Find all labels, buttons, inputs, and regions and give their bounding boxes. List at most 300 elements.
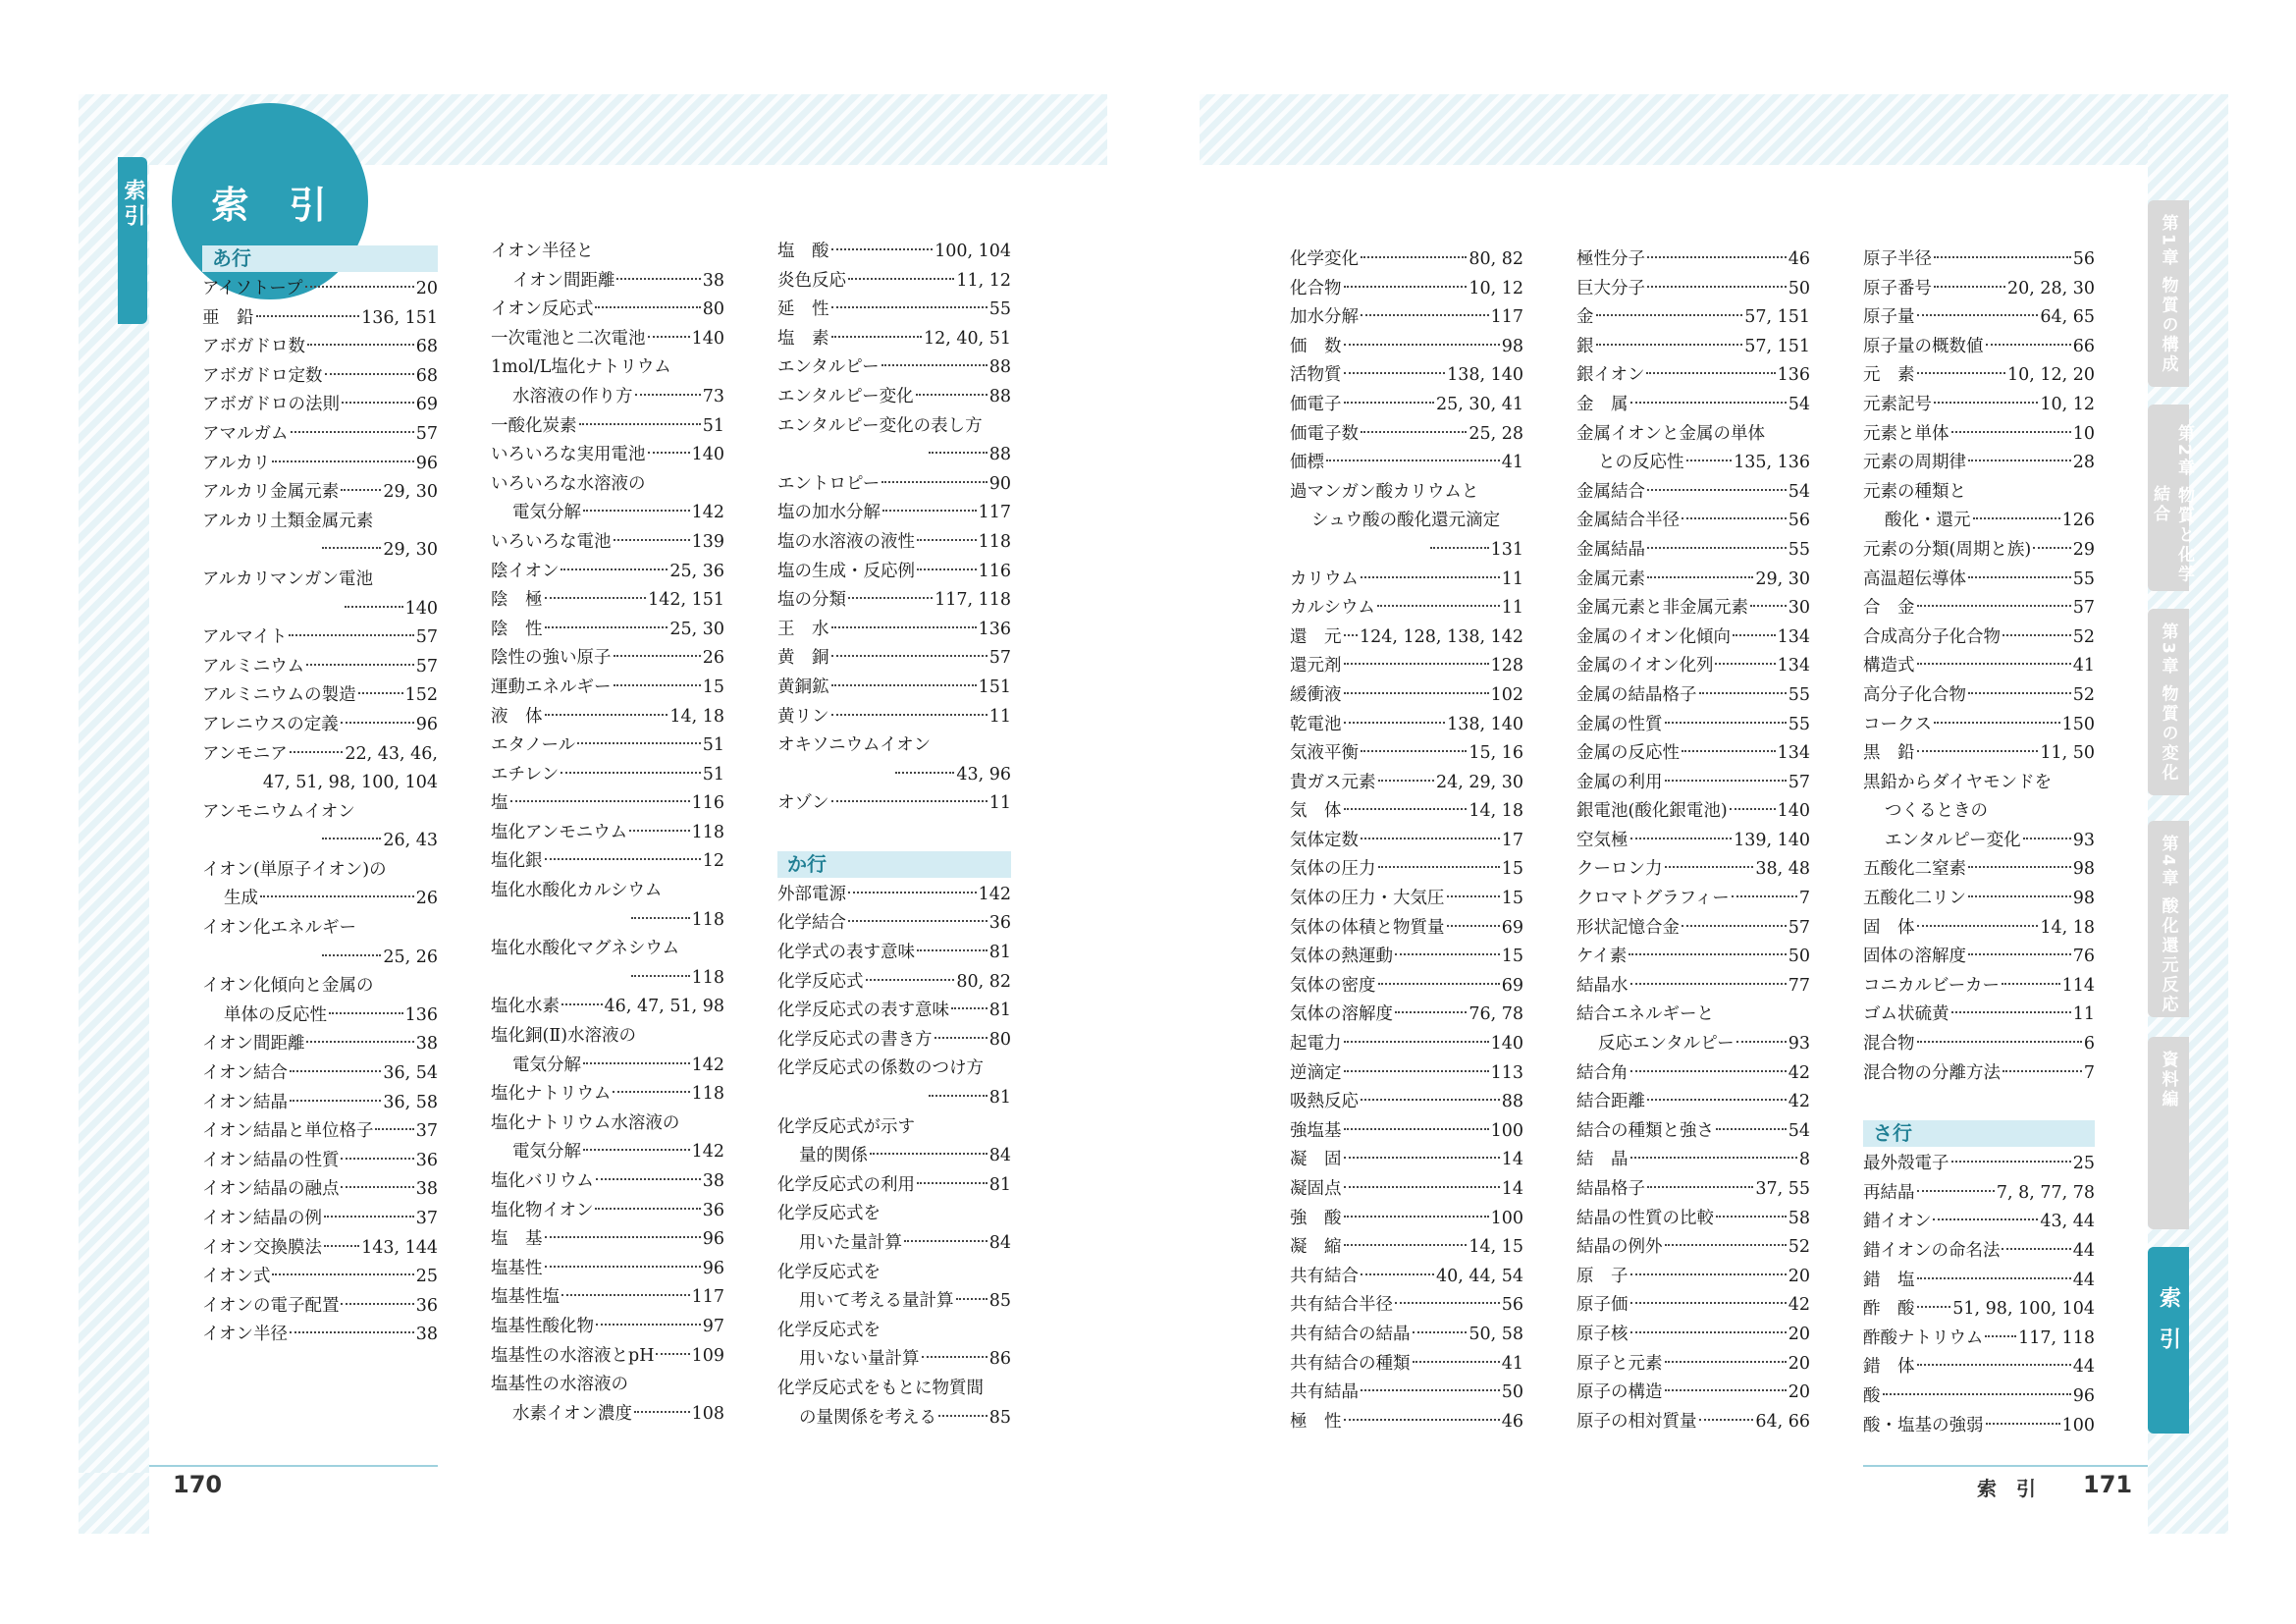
index-term: 混合物の分離方法 — [1863, 1062, 2001, 1083]
leader-dots — [1646, 372, 1775, 374]
index-page-refs: 57 — [2072, 598, 2095, 619]
index-entry — [202, 798, 438, 828]
index-entry — [1290, 1001, 1523, 1030]
index-page-refs: 52 — [1788, 1237, 1810, 1258]
chapter-tab-label: 第3章 物質の変化 — [2158, 623, 2178, 784]
index-term: 金 属 — [1576, 394, 1629, 414]
index-page-refs: 38 — [415, 1179, 438, 1200]
leader-dots — [1378, 866, 1500, 868]
index-page-refs: 15 — [1501, 889, 1523, 909]
index-term: 結合角 — [1576, 1062, 1629, 1083]
index-page-refs: 38 — [702, 270, 724, 291]
index-term: アンモニア — [202, 743, 288, 764]
leader-dots — [2002, 1248, 2070, 1250]
index-page-refs: 116 — [978, 561, 1011, 581]
index-term: 塩 基 — [491, 1229, 543, 1250]
leader-dots — [545, 1266, 701, 1268]
index-entry — [491, 528, 724, 558]
leader-dots — [613, 1091, 689, 1093]
index-entry — [202, 566, 438, 595]
index-page-refs: 69 — [415, 395, 438, 415]
leader-dots — [561, 1294, 690, 1296]
chapter-tab-2[interactable] — [2148, 405, 2194, 591]
index-term: 吸熱反応 — [1290, 1092, 1359, 1112]
index-entry — [491, 1313, 724, 1342]
leader-dots — [831, 306, 988, 308]
leader-dots — [291, 431, 414, 433]
leader-dots — [1630, 1302, 1787, 1304]
index-term: 五酸化二リン — [1863, 889, 1966, 909]
index-page-refs: 11 — [2072, 1004, 2095, 1025]
index-entry — [202, 1001, 438, 1031]
index-entry — [491, 877, 724, 906]
index-entry — [202, 275, 438, 304]
leader-dots — [1630, 1157, 1797, 1159]
index-page-refs: 140 — [1490, 1034, 1523, 1055]
leader-dots — [342, 402, 414, 404]
index-entry — [202, 1059, 438, 1089]
index-term: アルカリ土類金属元素 — [202, 511, 374, 531]
index-entry — [1863, 1267, 2095, 1296]
leader-dots — [1344, 1186, 1500, 1188]
index-entry — [777, 267, 1011, 297]
index-term: 量的関係 — [799, 1146, 868, 1166]
index-term: 塩化水酸化カルシウム — [491, 881, 663, 901]
index-term: 原子量 — [1863, 307, 1915, 328]
index-term: 原子と元素 — [1576, 1353, 1663, 1374]
leader-dots — [916, 394, 988, 396]
leader-dots — [1986, 344, 2071, 346]
index-term: 固体の溶解度 — [1863, 947, 1966, 967]
leader-dots — [345, 606, 403, 608]
index-term: 錯イオンの命名法 — [1863, 1241, 2001, 1261]
leader-dots — [1361, 838, 1500, 839]
index-page-refs: 46, 47, 51, 98 — [604, 997, 724, 1017]
index-page-refs: 56 — [1788, 511, 1810, 531]
index-entry — [202, 478, 438, 508]
index-entry — [491, 470, 724, 500]
index-page-refs: 73 — [702, 386, 724, 406]
index-entry — [1290, 478, 1523, 508]
index-entry — [491, 558, 724, 587]
leader-dots — [831, 714, 988, 716]
leader-dots — [1665, 866, 1754, 868]
index-entry — [1863, 1030, 2095, 1059]
leader-dots — [290, 1100, 381, 1102]
index-page-refs: 68 — [415, 365, 438, 386]
index-term: 金属の反応性 — [1576, 743, 1680, 764]
leader-dots — [290, 751, 344, 753]
index-term: イオン間距離 — [202, 1034, 305, 1055]
index-page-refs: 118 — [978, 531, 1011, 552]
index-term: 最外殻電子 — [1863, 1154, 1949, 1174]
index-page-refs: 15 — [1501, 859, 1523, 880]
leader-dots — [629, 830, 689, 832]
leader-dots — [1430, 547, 1489, 549]
index-page-refs: 57, 151 — [1744, 307, 1810, 328]
index-page-refs: 37, 55 — [1755, 1179, 1810, 1199]
index-column — [1576, 245, 1810, 1436]
leader-dots — [325, 373, 414, 375]
leader-dots — [831, 800, 988, 802]
index-entry — [1863, 885, 2095, 914]
index-entry — [202, 1117, 438, 1147]
index-page-refs: 43, 44 — [2040, 1212, 2095, 1232]
leader-dots — [1344, 372, 1446, 374]
index-entry — [202, 711, 438, 740]
index-entry — [202, 536, 438, 566]
index-entry — [202, 304, 438, 334]
leader-dots — [951, 1007, 988, 1009]
index-page-refs: 43, 96 — [956, 764, 1011, 785]
index-page-refs: 7 — [2083, 1062, 2095, 1083]
index-page-refs: 69 — [1501, 917, 1523, 938]
leader-dots — [881, 364, 988, 366]
index-entry — [1290, 1350, 1523, 1380]
index-entry — [202, 391, 438, 420]
index-term: 塩基性の水溶液の — [491, 1375, 628, 1395]
index-entry — [1290, 681, 1523, 711]
leader-dots — [1917, 925, 2039, 927]
index-page-refs: 98 — [2072, 889, 2095, 909]
index-entry — [202, 1321, 438, 1350]
index-term: アンモニウムイオン — [202, 801, 355, 822]
index-page-refs: 56 — [1501, 1295, 1523, 1316]
section-heading: か行 — [777, 851, 1011, 878]
index-entry — [1576, 1059, 1810, 1089]
index-page-refs: 22, 43, 46, — [345, 743, 438, 764]
leader-dots — [831, 248, 934, 250]
index-term: 炎色反応 — [777, 270, 846, 291]
index-term: アマルガム — [202, 423, 289, 444]
section-gap — [1863, 1088, 2095, 1120]
index-entry — [202, 595, 438, 624]
index-page-refs: 26 — [415, 889, 438, 909]
leader-dots — [866, 979, 955, 981]
index-entry — [1290, 391, 1523, 420]
index-entry — [777, 1404, 1011, 1434]
index-page-refs: 11 — [988, 706, 1011, 727]
index-entry — [1576, 275, 1810, 304]
leader-dots — [1917, 1277, 2071, 1279]
index-entry — [777, 1113, 1011, 1143]
chapter-tab-1[interactable] — [2148, 200, 2189, 387]
leader-dots — [1750, 605, 1787, 607]
index-term: 一次電池と二次電池 — [491, 328, 646, 349]
index-term: カルシウム — [1290, 598, 1375, 619]
index-entry — [202, 1030, 438, 1059]
index-term: 陰性の強い原子 — [491, 648, 612, 669]
index-page-refs: 24, 29, 30 — [1435, 772, 1523, 792]
index-term: 化学反応式を — [777, 1204, 881, 1224]
leader-dots — [2023, 838, 2071, 839]
leader-dots — [375, 1128, 413, 1130]
leader-dots — [1596, 344, 1743, 346]
index-term: 黄銅鉱 — [777, 677, 829, 697]
index-entry — [491, 964, 724, 994]
index-term: 用いて考える量計算 — [799, 1291, 954, 1312]
index-entry — [491, 1400, 724, 1430]
index-term: いろいろな水溶液の — [491, 473, 646, 494]
index-entry — [1576, 303, 1810, 333]
index-term: 延 性 — [777, 299, 829, 320]
index-page-refs: 25, 28 — [1468, 423, 1523, 444]
leader-dots — [1665, 1244, 1787, 1246]
leader-dots — [1985, 1335, 2016, 1337]
leader-dots — [1344, 722, 1446, 724]
index-page-refs: 88 — [988, 386, 1011, 406]
index-entry — [1863, 652, 2095, 681]
leader-dots — [1413, 1331, 1468, 1333]
leader-dots — [648, 452, 690, 454]
index-page-refs: 88 — [988, 357, 1011, 378]
index-term: 価 数 — [1290, 336, 1342, 356]
leader-dots — [324, 1216, 414, 1218]
index-term: 錯 体 — [1863, 1357, 1915, 1378]
index-page-refs: 128 — [1490, 656, 1523, 677]
index-entry — [202, 972, 438, 1001]
index-term: 反応エンタルピー — [1598, 1034, 1735, 1055]
leader-dots — [329, 1012, 403, 1014]
index-term: 化学反応式 — [777, 971, 864, 992]
index-term: イオン間距離 — [512, 270, 615, 291]
index-page-refs: 11, 50 — [2040, 743, 2095, 764]
index-page-refs: 29, 30 — [1755, 568, 1810, 589]
index-page-refs: 114 — [2061, 975, 2095, 996]
index-entry — [491, 1371, 724, 1400]
index-term: 塩の生成・反応例 — [777, 561, 915, 581]
leader-dots — [341, 489, 381, 491]
leader-dots — [341, 722, 414, 724]
index-term: 陰 性 — [491, 619, 543, 639]
index-page-refs: 15, 16 — [1468, 743, 1523, 764]
index-entry — [1576, 652, 1810, 681]
index-page-refs: 42 — [1788, 1062, 1810, 1083]
leader-dots — [341, 1158, 413, 1160]
index-entry — [1290, 1117, 1523, 1147]
leader-dots — [1934, 722, 2060, 724]
index-page-refs: 76 — [2072, 947, 2095, 967]
index-term: 塩の水溶液の液性 — [777, 531, 915, 552]
chapter-tab-label: 第1章 物質の構成 — [2158, 214, 2178, 375]
index-term: 極 性 — [1290, 1411, 1342, 1432]
index-entry — [777, 1259, 1011, 1288]
section-heading: さ行 — [1863, 1120, 2095, 1147]
index-entry — [1576, 1233, 1810, 1263]
leader-dots — [1361, 576, 1500, 578]
index-entry — [777, 412, 1011, 442]
index-page-refs: 142 — [978, 884, 1011, 904]
index-term: 陰 極 — [491, 590, 543, 611]
index-page-refs: 6 — [2083, 1034, 2095, 1055]
index-entry — [202, 944, 438, 973]
index-page-refs: 90 — [988, 473, 1011, 494]
index-entry — [202, 769, 438, 798]
leader-dots — [917, 1182, 988, 1184]
index-entry — [491, 1052, 724, 1081]
index-entry — [491, 1283, 724, 1313]
index-entry — [777, 703, 1011, 732]
index-page-refs: 93 — [1788, 1034, 1810, 1055]
index-entry — [1863, 623, 2095, 653]
index-term: 酸化・還元 — [1885, 511, 1971, 531]
index-entry — [491, 1167, 724, 1197]
index-term: 化学反応式を — [777, 1320, 881, 1340]
leader-dots — [1951, 1011, 2071, 1013]
index-term: イオン結晶の融点 — [202, 1179, 340, 1200]
index-column — [1863, 245, 2095, 1440]
index-term: 合 金 — [1863, 598, 1915, 619]
index-entry — [491, 819, 724, 848]
index-term: 構造式 — [1863, 656, 1915, 677]
index-term: 化学反応式の表す意味 — [777, 1001, 949, 1021]
index-term: の量関係を考える — [799, 1407, 936, 1428]
leader-dots — [1917, 372, 2005, 374]
index-page-refs: 117, 118 — [934, 590, 1011, 611]
index-term: 活物質 — [1290, 365, 1342, 386]
index-page-refs: 47, 51, 98, 100, 104 — [262, 773, 438, 793]
index-entry — [777, 909, 1011, 939]
leader-dots — [1629, 953, 1786, 955]
index-page-refs: 117 — [691, 1287, 724, 1308]
leader-dots — [1736, 1041, 1787, 1043]
section-heading: あ行 — [202, 245, 438, 272]
leader-dots — [1361, 750, 1467, 752]
leader-dots — [631, 917, 690, 919]
leader-dots — [1883, 1393, 2071, 1395]
chapter-tab-3[interactable] — [2148, 609, 2189, 795]
leader-dots — [545, 1236, 701, 1238]
index-entry — [491, 1110, 724, 1139]
section-gap — [777, 819, 1011, 851]
index-page-refs: 118 — [691, 1084, 724, 1105]
chapter-tab-index[interactable] — [2148, 1247, 2189, 1434]
index-entry — [1290, 1030, 1523, 1059]
index-page-refs: 57 — [988, 648, 1011, 669]
index-term: アルカリ金属元素 — [202, 482, 340, 503]
index-entry — [777, 789, 1011, 819]
index-term: 1mol/L塩化ナトリウム — [491, 357, 671, 378]
index-column — [1290, 245, 1523, 1436]
index-term: 起電力 — [1290, 1034, 1342, 1055]
index-term: エチレン — [491, 764, 560, 785]
index-page-refs: 139 — [691, 531, 724, 552]
index-page-refs: 109 — [691, 1345, 724, 1366]
index-side-tab-label: 索引 — [121, 179, 145, 230]
index-term: 金属結合 — [1576, 481, 1645, 502]
leader-dots — [831, 684, 977, 686]
leader-dots — [545, 714, 668, 716]
index-side-tab[interactable] — [118, 157, 147, 324]
index-term: 気体の熱運動 — [1290, 947, 1393, 967]
index-entry — [777, 968, 1011, 998]
chapter-tab-4[interactable] — [2148, 821, 2189, 1017]
index-entry — [1576, 1030, 1810, 1059]
index-entry — [1290, 623, 1523, 653]
index-entry — [1576, 1175, 1810, 1205]
leader-dots — [1630, 1331, 1787, 1333]
index-page-refs: 140 — [404, 598, 438, 619]
index-term: 金属の性質 — [1576, 714, 1663, 734]
leader-dots — [1973, 517, 2060, 519]
index-page-refs: 15 — [1501, 947, 1523, 967]
index-entry — [777, 586, 1011, 616]
index-entry — [777, 1171, 1011, 1201]
index-page-refs: 80, 82 — [956, 971, 1011, 992]
leader-dots — [1361, 1273, 1434, 1275]
index-entry — [1863, 1382, 2095, 1412]
index-term: コークス — [1863, 714, 1932, 734]
index-term: 金属のイオン化列 — [1576, 656, 1714, 677]
index-page-refs: 118 — [691, 822, 724, 842]
index-term: ケイ素 — [1576, 947, 1628, 967]
leader-dots — [1682, 750, 1776, 752]
index-page-refs: 8 — [1798, 1150, 1810, 1170]
index-page-refs: 142 — [691, 1055, 724, 1075]
index-page-refs: 25 — [2072, 1154, 2095, 1174]
chapter-tab-appendix[interactable] — [2148, 1037, 2189, 1229]
index-entry — [1290, 1291, 1523, 1321]
leader-dots — [1665, 1361, 1787, 1363]
index-entry — [491, 238, 724, 267]
index-term: 元素と単体 — [1863, 423, 1949, 444]
index-term: 塩化水素 — [491, 997, 560, 1017]
index-term: シュウ酸の酸化還元滴定 — [1311, 511, 1501, 531]
leader-dots — [1647, 1099, 1787, 1101]
index-term: 還元剤 — [1290, 656, 1342, 677]
index-page-refs: 81 — [988, 1001, 1011, 1021]
index-page-refs: 51 — [702, 735, 724, 756]
index-term: 塩 素 — [777, 328, 829, 349]
index-term: 凝 固 — [1290, 1150, 1342, 1170]
leader-dots — [1986, 1423, 2060, 1425]
index-term: いろいろな実用電池 — [491, 445, 646, 465]
leader-dots — [648, 336, 690, 338]
leader-dots — [1934, 256, 2071, 258]
index-entry — [777, 325, 1011, 354]
leader-dots — [1361, 314, 1489, 316]
index-term: 気 体 — [1290, 801, 1342, 822]
index-entry — [1290, 711, 1523, 740]
index-term: オゾン — [777, 793, 829, 814]
index-entry — [1576, 797, 1810, 827]
index-entry — [1863, 972, 2095, 1001]
index-term: エンタルピー変化 — [777, 386, 914, 406]
index-term: 原子量の概数値 — [1863, 336, 1984, 356]
leader-dots — [1968, 576, 2071, 578]
index-page-refs: 100 — [2061, 1415, 2095, 1435]
index-entry — [1290, 797, 1523, 827]
index-term: 五酸化二窒素 — [1863, 859, 1966, 880]
index-entry — [1290, 1233, 1523, 1263]
index-term: つくるときの — [1885, 801, 1988, 822]
index-term: 塩化アンモニウム — [491, 822, 628, 842]
index-term: 結晶の性質の比較 — [1576, 1208, 1714, 1228]
index-entry — [1863, 449, 2095, 478]
index-term: 化学反応式をもとに物質間 — [777, 1378, 984, 1398]
index-entry — [202, 508, 438, 537]
index-term: 塩化ナトリウム — [491, 1084, 612, 1105]
index-term: 原 子 — [1576, 1266, 1629, 1286]
index-entry — [1863, 827, 2095, 856]
index-entry — [1576, 391, 1810, 420]
index-page-refs: 17 — [1501, 830, 1523, 850]
index-entry — [491, 761, 724, 790]
index-term: 銀電池(酸化銀電池) — [1576, 801, 1728, 822]
index-entry — [1863, 769, 2095, 798]
index-page-refs: 36 — [415, 1150, 438, 1170]
leader-dots — [1665, 1389, 1787, 1391]
